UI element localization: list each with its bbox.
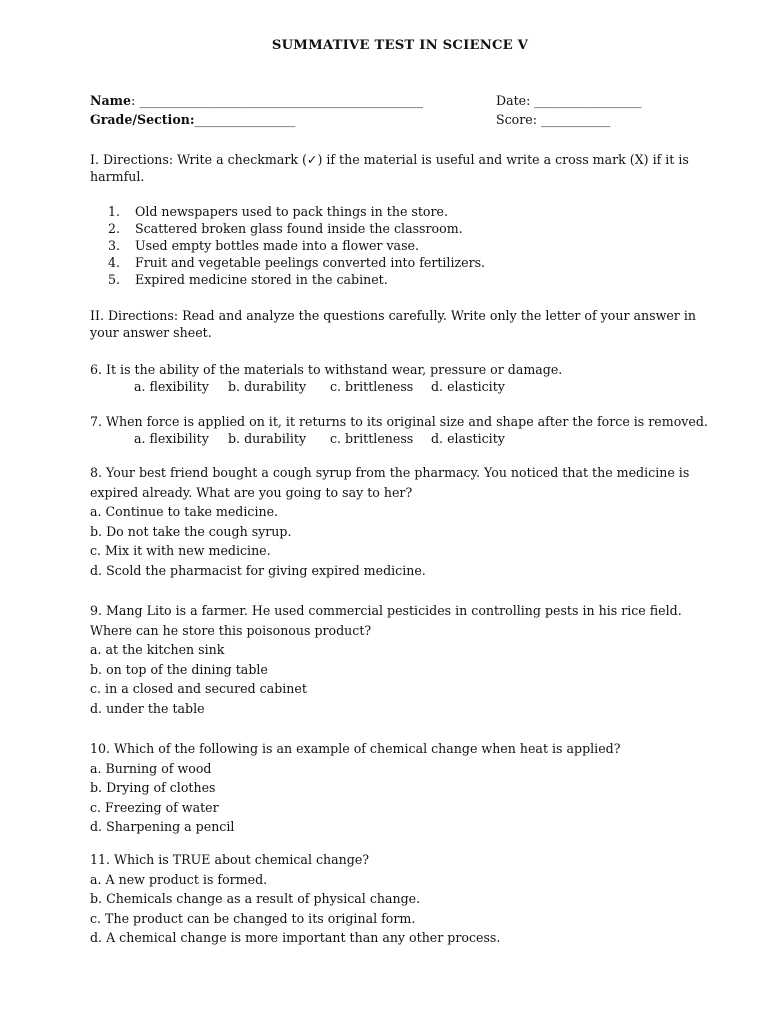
choice: d. Scold the pharmacist for giving expired medicine. <box>90 562 426 578</box>
list-item: 5. Expired medicine stored in the cabinet. <box>108 272 388 287</box>
list-item: 4. Fruit and vegetable peelings converted into fertilizers. <box>108 255 486 270</box>
question-8-stem: expired already. What are you going to say to her? <box>90 484 413 500</box>
choice: b. durability <box>228 379 307 394</box>
score-field <box>496 112 610 127</box>
part1-directions-line: harmful. <box>90 169 145 184</box>
choice: c. brittleness <box>330 379 414 394</box>
part1-items <box>108 203 485 288</box>
choice: a. Continue to take medicine. <box>90 504 279 520</box>
grade-section-field <box>90 112 295 127</box>
date-field <box>496 93 641 108</box>
question-6-stem: 6. It is the ability of the materials to withstand wear, pressure or damage. <box>90 362 563 377</box>
part2-directions-line: II. Directions: Read and analyze the questions carefully. Write only the letter of your answer in <box>90 308 696 323</box>
name-field <box>90 93 423 108</box>
choice: d. under the table <box>90 700 205 716</box>
choice: c. brittleness <box>330 431 414 446</box>
choice: a. flexibility <box>134 379 209 394</box>
question-10 <box>90 739 700 837</box>
name-colon: : <box>131 93 136 108</box>
choice: a. flexibility <box>134 431 209 446</box>
part1-directions <box>90 151 690 185</box>
date-label: Date: <box>496 93 531 108</box>
choice: d. A chemical change is more important than any other process. <box>90 930 501 946</box>
choice: b. on top of the dining table <box>90 661 268 677</box>
name-label: Name <box>90 93 132 108</box>
score-label: Score: <box>496 112 537 127</box>
question-9-stem: Where can he store this poisonous product? <box>90 622 372 638</box>
choice: b. Drying of clothes <box>90 780 216 796</box>
name-blank: _____________________________________________ <box>139 93 424 108</box>
question-11 <box>90 850 700 948</box>
question-9 <box>90 601 700 719</box>
choice: b. durability <box>228 431 307 446</box>
choice: d. Sharpening a pencil <box>90 819 235 835</box>
part1-directions-line: I. Directions: Write a checkmark (✓) if the material is useful and write a cross mark (X) if it is <box>90 152 689 167</box>
score-blank: ___________ <box>541 112 611 127</box>
question-10-stem: 10. Which of the following is an example of chemical change when heat is applied? <box>90 741 621 756</box>
list-item: 2. Scattered broken glass found inside the classroom. <box>108 221 463 236</box>
choice: c. Freezing of water <box>90 799 219 815</box>
question-11-stem: 11. Which is TRUE about chemical change? <box>90 852 370 867</box>
choice: c. in a closed and secured cabinet <box>90 681 307 697</box>
part2-directions <box>90 307 696 341</box>
choice: a. Burning of wood <box>90 760 212 776</box>
page-title: SUMMATIVE TEST IN SCIENCE V <box>271 38 529 53</box>
question-8 <box>90 463 700 581</box>
grade-blank: ________________ <box>194 112 296 127</box>
list-item: 3. Used empty bottles made into a flower vase. <box>108 238 419 253</box>
choice: c. Mix it with new medicine. <box>90 543 271 559</box>
grade-label: Grade/Section: <box>90 112 195 127</box>
choice: a. at the kitchen sink <box>90 642 225 658</box>
choice: d. elasticity <box>431 431 505 446</box>
part2-directions-line: your answer sheet. <box>90 325 212 340</box>
date-blank: _________________ <box>534 93 642 108</box>
choice: d. elasticity <box>431 379 505 394</box>
choice: b. Chemicals change as a result of physical change. <box>90 891 421 907</box>
list-item: 1. Old newspapers used to pack things in the store. <box>108 204 448 219</box>
question-9-stem: 9. Mang Lito is a farmer. He used commercial pesticides in controlling pests in his rice field. <box>90 603 682 618</box>
choice: a. A new product is formed. <box>90 871 268 887</box>
question-7-stem: 7. When force is applied on it, it returns to its original size and shape after the force is removed. <box>90 414 708 429</box>
choice: b. Do not take the cough syrup. <box>90 523 292 539</box>
question-8-stem: 8. Your best friend bought a cough syrup from the pharmacy. You noticed that the medicine is <box>90 465 690 480</box>
choice: c. The product can be changed to its original form. <box>90 910 416 926</box>
